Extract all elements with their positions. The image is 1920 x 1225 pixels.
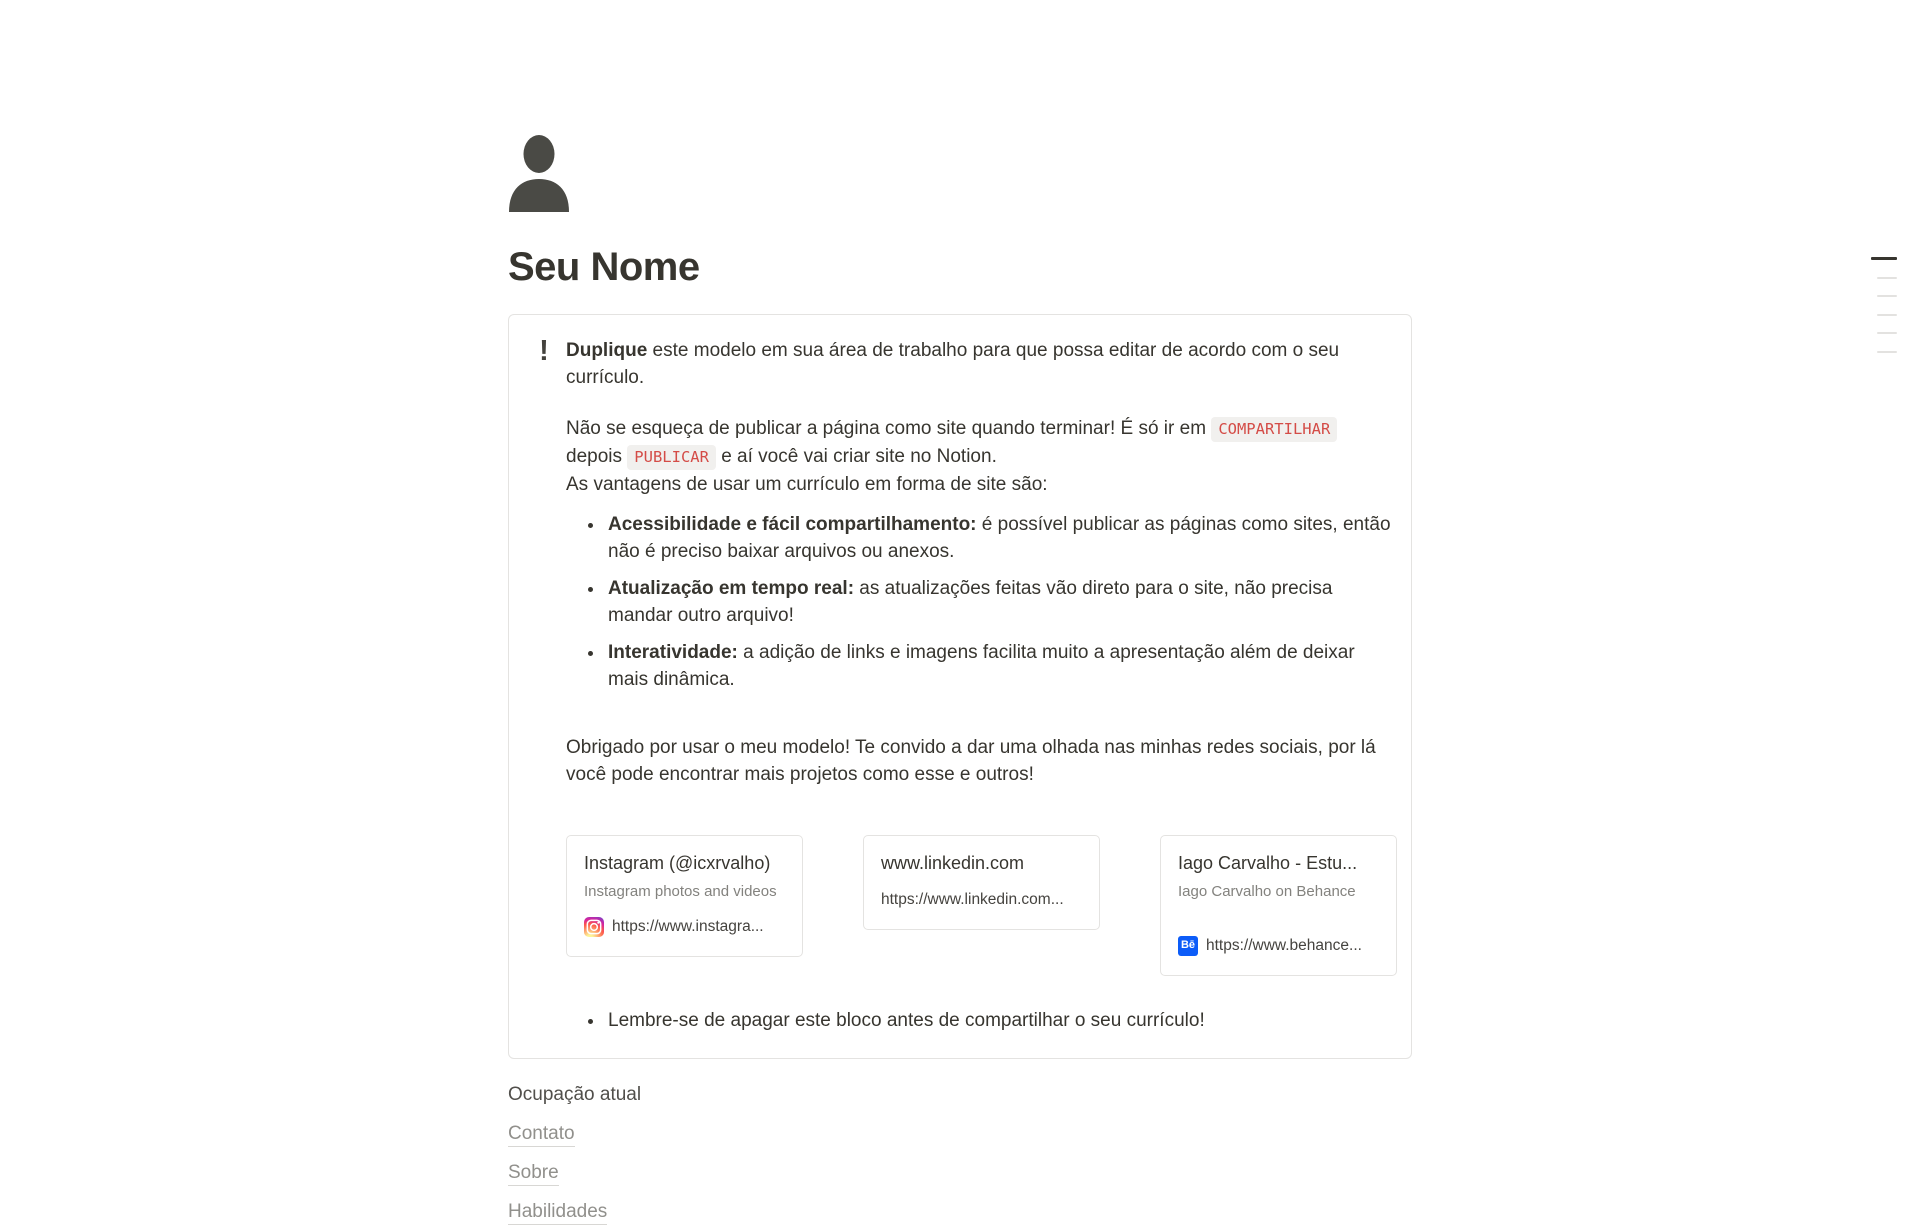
advantages-list [566, 511, 1397, 693]
delete-reminder: • Lembre-se de apagar este bloco antes de compartilhar o seu currículo! [605, 1007, 1397, 1034]
publish-note [566, 415, 1397, 498]
bookmark-card-linkedin[interactable] [863, 835, 1100, 930]
duplicate-note-text: este modelo em sua área de trabalho para que possa editar de acordo com o seu currículo. [566, 340, 1340, 388]
publish-note-text-1: Não se esqueça de publicar a página como site quando terminar! É só ir em [566, 418, 1212, 439]
outline-line[interactable] [1877, 332, 1897, 334]
bullet-text: é possível publicar as páginas como sites, então não é preciso baixar arquivos ou anexos. [608, 514, 1391, 562]
outline-line[interactable] [1877, 295, 1897, 297]
instagram-icon [584, 917, 604, 937]
list-item [605, 639, 1397, 693]
card-title: www.linkedin.com [881, 853, 1025, 873]
section-link-contato[interactable]: Contato [508, 1123, 1412, 1145]
bookmark-cards-row [566, 835, 1397, 976]
duplicate-note-bold: Duplique [566, 340, 648, 361]
bullet-bold: Atualização em tempo real: [608, 578, 855, 599]
bookmark-card-behance[interactable] [1160, 835, 1397, 976]
section-links [508, 1123, 1412, 1223]
bullet-bold: Interatividade: [608, 642, 738, 663]
person-icon[interactable] [508, 133, 572, 213]
card-title: Iago Carvalho - Estu... [1178, 853, 1358, 873]
outline-indicator [1871, 257, 1897, 353]
card-title: Instagram (@icxrvalho) [584, 853, 771, 873]
section-link-habilidades[interactable]: Habilidades [508, 1201, 1412, 1223]
thanks-note: Obrigado por usar o meu modelo! Te convido a dar uma olhada nas minhas redes sociais, por lá você pode encontrar mais projetos como esse e outros! [566, 737, 1376, 785]
card-url: https://www.instagra... [612, 918, 764, 935]
bullet-bold: Acessibilidade e fácil compartilhamento: [608, 514, 977, 535]
compartilhar-tag: COMPARTILHAR [1211, 417, 1337, 442]
card-url: https://www.linkedin.com... [881, 891, 1064, 908]
callout-block [508, 314, 1412, 1059]
page-container [508, 0, 1412, 1223]
outline-line[interactable] [1877, 277, 1897, 279]
card-description: Iago Carvalho on Behance [1178, 883, 1356, 900]
publicar-tag: PUBLICAR [627, 445, 716, 470]
outline-line[interactable] [1877, 351, 1897, 353]
advantages-intro: As vantagens de usar um currículo em forma de site são: [566, 474, 1048, 495]
page-title[interactable]: Seu Nome [508, 245, 700, 289]
bullet-text: a adição de links e imagens facilita muito a apresentação além de deixar mais dinâmica. [608, 642, 1355, 690]
list-item [605, 511, 1397, 565]
occupation-label: Ocupação atual [508, 1084, 642, 1105]
callout-body [566, 334, 1397, 1038]
list-item [605, 575, 1397, 629]
behance-icon: Bē [1178, 936, 1198, 956]
card-url: https://www.behance... [1206, 937, 1362, 954]
exclamation-icon: ! [539, 335, 549, 367]
publish-note-text-2: depois [566, 446, 628, 467]
bullet-text: as atualizações feitas vão direto para o site, não precisa mandar outro arquivo! [608, 578, 1333, 626]
publish-note-text-3: e aí você vai criar site no Notion. [715, 446, 997, 467]
section-link-sobre[interactable]: Sobre [508, 1162, 1412, 1184]
outline-line-active[interactable] [1871, 257, 1897, 260]
duplicate-note [566, 337, 1397, 391]
reminder-list [566, 1007, 1397, 1034]
card-description: Instagram photos and videos [584, 883, 777, 900]
outline-line[interactable] [1877, 314, 1897, 316]
bookmark-card-instagram[interactable] [566, 835, 803, 957]
